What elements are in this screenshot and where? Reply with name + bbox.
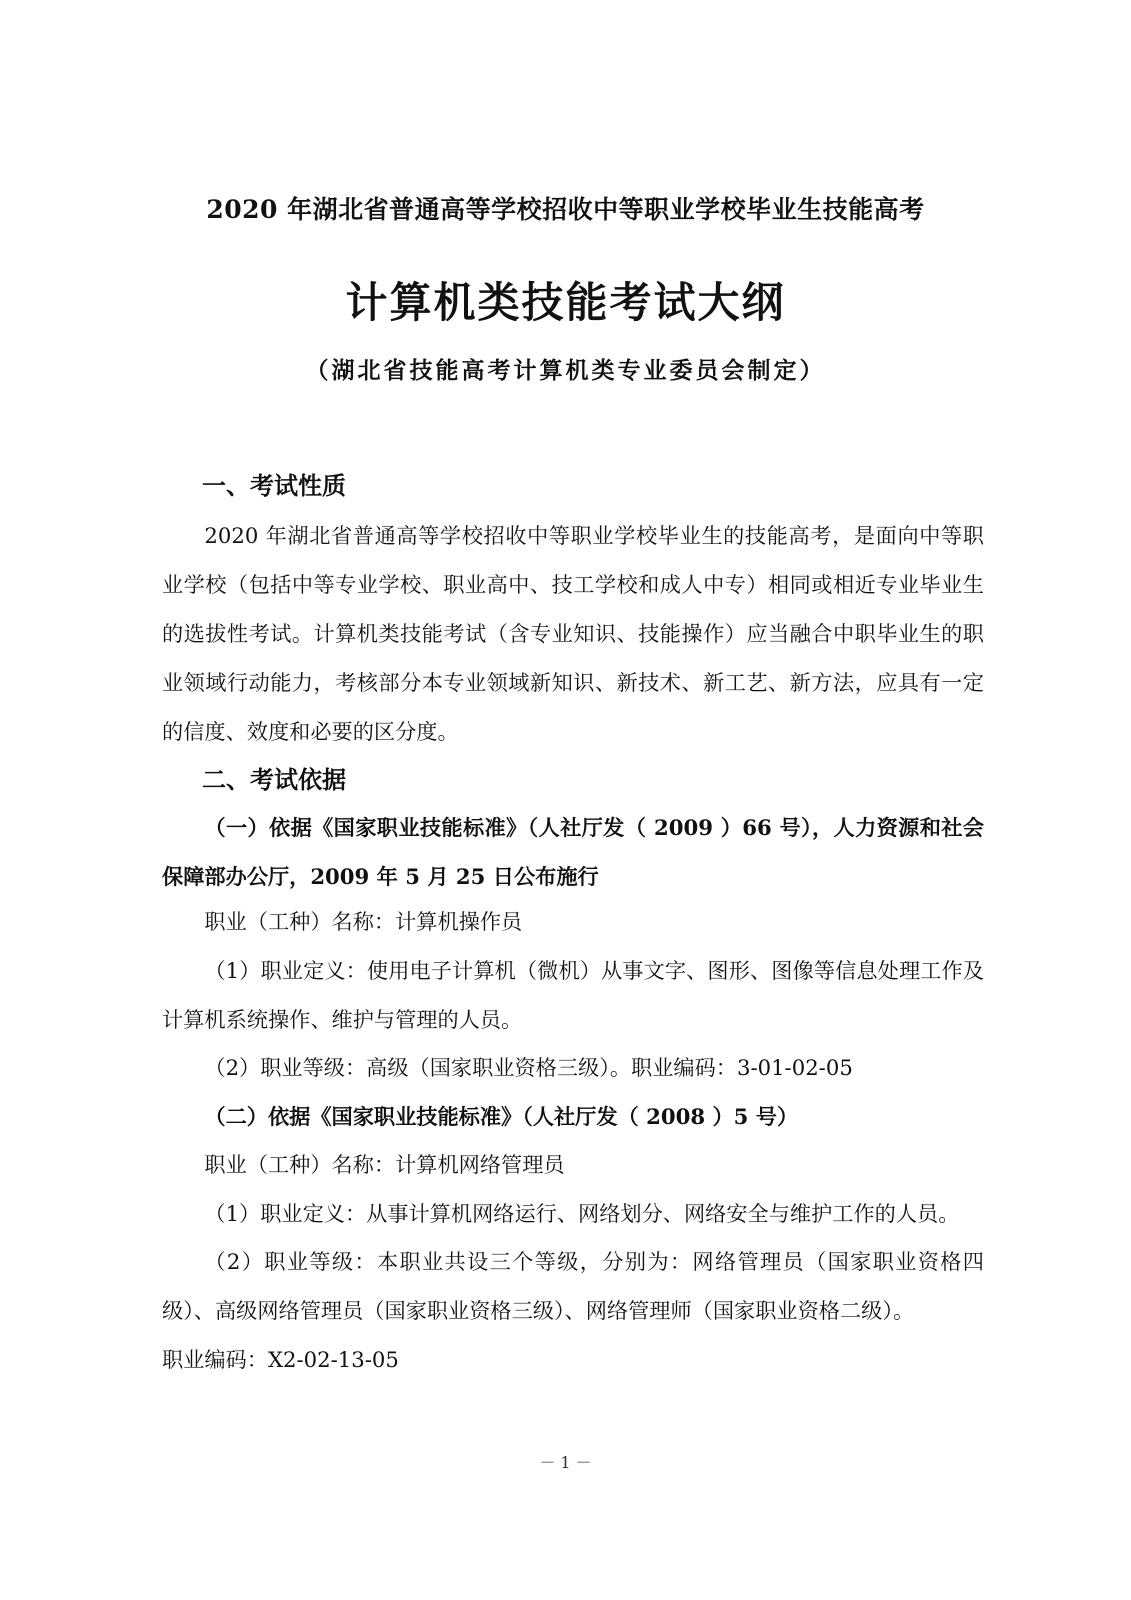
basis-1-heading: （一）依据《国家职业技能标准》（人社厅发（ 2009 ）66 号），人力资源和社会保障部办公厅，2009 年 5 月 25 日公布施行 [162, 815, 984, 889]
basis-2-definition: （1）职业定义：从事计算机网络运行、网络划分、网络安全与维护工作的人员。 [204, 1201, 960, 1226]
document-supertitle: 2020 年湖北省普通高等学校招收中等职业学校毕业生技能高考 [206, 195, 925, 224]
basis-2-job-name: 职业（工种）名称：计算机网络管理员 [204, 1152, 565, 1177]
basis-1-level: （2）职业等级：高级（国家职业资格三级）。职业编码：3-01-02-05 [204, 1055, 853, 1080]
basis-2-heading: （二）依据《国家职业技能标准》（人社厅发（ 2008 ）5 号） [204, 1104, 799, 1129]
basis-1-level-block [162, 1043, 984, 1092]
basis-2-definition-block [162, 1189, 984, 1238]
section-1-paragraph: 2020 年湖北省普通高等学校招收中等职业学校毕业生的技能高考，是面向中等职业学校（包括中等专业学校、职业高中、技工学校和成人中专）相同或相近专业毕业生的选拔性考试。计算机类技能考试（含专业知识、技能操作）应当融合中职毕业生的职业领域行动能力，考核部分本专业领域新知识、新技术、新工艺、新方法，应具有一定的信度、效度和必要的区分度。 [162, 523, 984, 744]
basis-1-heading-block [162, 803, 984, 901]
page-number: － 1 － [539, 1453, 592, 1472]
section-2-title: 二、考试依据 [202, 766, 346, 794]
section-1-body [162, 511, 984, 756]
basis-1-definition-block [162, 946, 984, 1044]
basis-2-level-block [162, 1237, 984, 1384]
section-1-title: 一、考试性质 [202, 472, 346, 500]
basis-1-job-name-block [162, 897, 984, 946]
document-title: 计算机类技能考试大纲 [345, 278, 786, 327]
basis-2-job-name-block [162, 1140, 984, 1189]
basis-2-code: 职业编码：X2-02-13-05 [162, 1347, 399, 1372]
basis-2-heading-block [162, 1092, 984, 1141]
basis-1-definition: （1）职业定义：使用电子计算机（微机）从事文字、图形、图像等信息处理工作及计算机系统操作、维护与管理的人员。 [162, 958, 984, 1032]
document-subtitle: （湖北省技能高考计算机类专业委员会制定） [305, 357, 826, 384]
basis-1-job-name: 职业（工种）名称：计算机操作员 [204, 909, 523, 934]
basis-2-level: （2）职业等级：本职业共设三个等级，分别为：网络管理员（国家职业资格四级）、高级网络管理员（国家职业资格三级）、网络管理师（国家职业资格二级）。 [162, 1249, 984, 1323]
